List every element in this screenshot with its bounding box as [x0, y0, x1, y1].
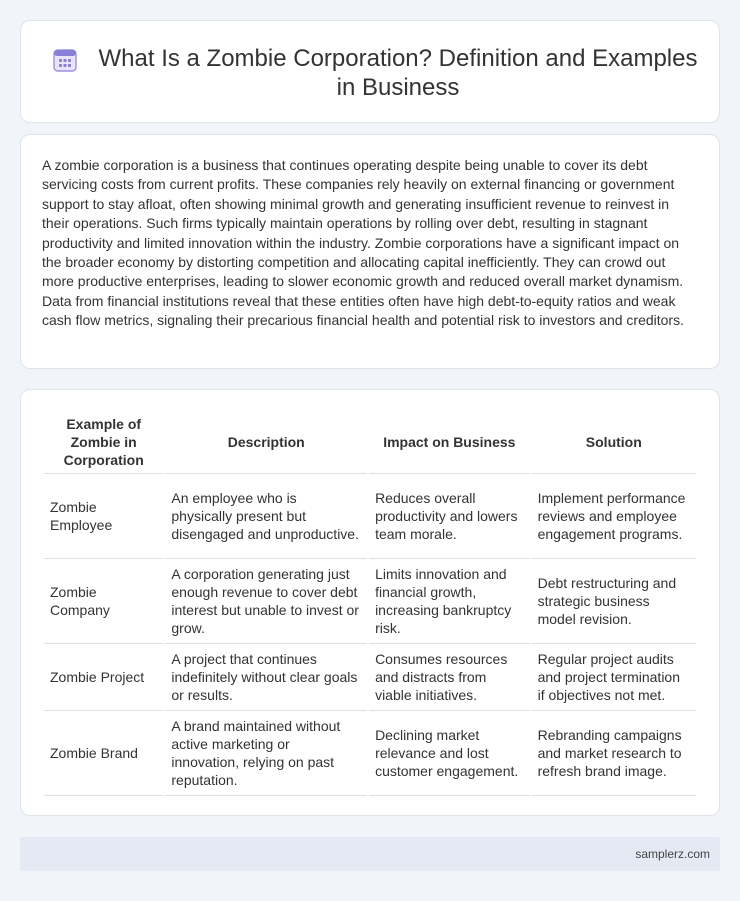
comparison-table [42, 410, 698, 796]
cell-description: A brand maintained without active marketing or innovation, relying on past reputation. [165, 711, 367, 796]
title-card [20, 20, 720, 123]
header-example: Example of Zombie in Corporation [44, 410, 163, 474]
header-description: Description [165, 410, 367, 474]
table-header-row [44, 410, 696, 474]
intro-card [20, 134, 720, 369]
cell-example: Zombie Company [44, 559, 163, 644]
title-row [51, 44, 699, 102]
table-row [44, 644, 696, 711]
cell-solution: Regular project audits and project termination if objectives not met. [532, 644, 696, 711]
cell-impact: Reduces overall productivity and lowers team morale. [369, 474, 530, 559]
intro-paragraph: A zombie corporation is a business that continues operating despite being unable to cover its debt servicing costs from current profits. These companies rely heavily on external financing or government support to stay afloat, often showing minimal growth and generating insufficient revenue to reinvest in their operations. Such firms typically maintain operations by rolling over debt, resulting in stagnant productivity and limited innovation within the industry. Zombie corporations have a significant impact on the broader economy by distorting competition and allocating capital inefficiently. They can crowd out more productive enterprises, leading to slower economic growth and reduced overall market dynamism. Data from financial institutions reveal that these entities often have high debt-to-equity ratios and weak cash flow metrics, signaling their precarious financial health and potential risk to investors and creditors. [42, 157, 684, 329]
cell-description: A corporation generating just enough revenue to cover debt interest but unable to invest or grow. [165, 559, 367, 644]
header-solution: Solution [532, 410, 696, 474]
page-title: What Is a Zombie Corporation? Definition and Examples in Business [98, 45, 698, 101]
cell-solution: Debt restructuring and strategic business model revision. [532, 559, 696, 644]
table-row [44, 474, 696, 559]
cell-description: An employee who is physically present but disengaged and unproductive. [165, 474, 367, 559]
table-row [44, 559, 696, 644]
cell-impact: Consumes resources and distracts from viable initiatives. [369, 644, 530, 711]
table-card [20, 389, 720, 816]
cell-description: A project that continues indefinitely without clear goals or results. [165, 644, 367, 711]
cell-example: Zombie Brand [44, 711, 163, 796]
cell-impact: Limits innovation and financial growth, increasing bankruptcy risk. [369, 559, 530, 644]
cell-solution: Implement performance reviews and employee engagement programs. [532, 474, 696, 559]
footer-site-link[interactable]: samplerz.com [635, 847, 710, 861]
calendar-grid-icon [51, 46, 79, 74]
cell-solution: Rebranding campaigns and market research to refresh brand image. [532, 711, 696, 796]
cell-impact: Declining market relevance and lost customer engagement. [369, 711, 530, 796]
header-impact: Impact on Business [369, 410, 530, 474]
cell-example: Zombie Employee [44, 474, 163, 559]
cell-example: Zombie Project [44, 644, 163, 711]
footer-bar [20, 837, 720, 871]
table-row [44, 711, 696, 796]
